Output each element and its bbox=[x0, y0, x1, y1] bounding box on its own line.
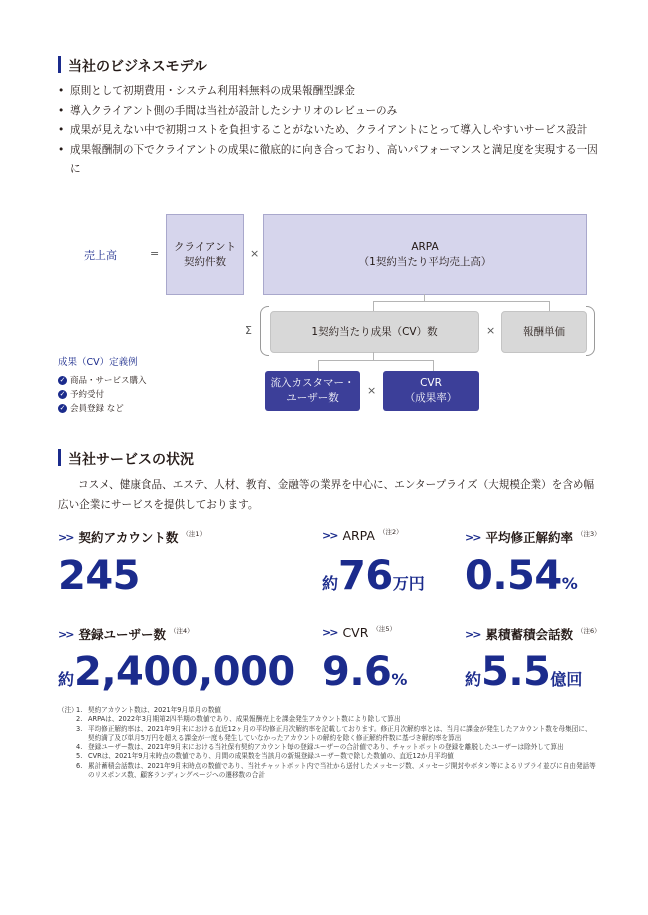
kpi-number: 5.5 bbox=[481, 649, 551, 695]
footnote-text: 契約アカウント数は、2021年9月単月の数値 bbox=[88, 706, 222, 714]
double-chevron-icon: >> bbox=[465, 530, 480, 544]
connector-line bbox=[373, 301, 374, 311]
section-accent-bar bbox=[58, 449, 61, 466]
kpi-users-value bbox=[58, 649, 295, 695]
check-circle-icon: ✓ bbox=[59, 375, 66, 384]
kpi-label-text: ARPA bbox=[342, 528, 375, 543]
connector-line bbox=[318, 360, 319, 371]
kpi-label-text: 累積蓄積会話数 bbox=[485, 627, 573, 642]
bracket-right bbox=[586, 306, 595, 356]
cvr-title: CVR bbox=[420, 377, 442, 389]
kpi-unit: % bbox=[561, 574, 578, 593]
double-chevron-icon: >> bbox=[322, 529, 337, 542]
sigma-sign: Σ bbox=[245, 324, 252, 337]
footnote-text: 累計蓄積会話数は、2021年9月末時点の数値であり、当社チャットボット内で当社から送付したメッセージ数、メッセージ開封やボタン等によるリプライ並びに自由発話等のリスポンス数、顧客ランディングページへの遷移数の合計 bbox=[88, 761, 596, 780]
list-item: • 成果報酬制の下でクライアントの成果に徹底的に向き合っており、高いパフォーマンスと満足度を実現する一因に bbox=[58, 141, 603, 180]
kpi-note: （注2） bbox=[378, 528, 403, 536]
cv-example-label: 会員登録 など bbox=[70, 404, 124, 414]
kpi-unit: % bbox=[391, 670, 408, 689]
times-sign: × bbox=[250, 247, 260, 260]
footnote-text: 平均修正解約率は、2021年9月末における直近12ヶ月の平均修正月次解約率を記載しております。修正月次解約率とは、当月に課金が発生したアカウント数を母集団に、契約満了及び単月5万円を超える課金が一度も発生していなかったアカウントの解約を除く修正解約件数に基づき解約率を算出 bbox=[88, 724, 592, 742]
double-chevron-icon: >> bbox=[58, 627, 73, 641]
kpi-prefix: 約 bbox=[465, 670, 482, 689]
section-accent-bar bbox=[58, 56, 61, 73]
footnote-lead: （注） bbox=[58, 706, 78, 714]
kpi-arpa-label bbox=[322, 528, 403, 543]
footnote-number: 2. bbox=[76, 715, 83, 724]
check-circle-icon: ✓ bbox=[59, 389, 66, 398]
arpa-subtitle: （1契約当たり平均売上高） bbox=[358, 255, 492, 268]
kpi-unit: 億回 bbox=[550, 670, 583, 689]
section-title-business-model: 当社のビジネスモデル bbox=[68, 59, 207, 75]
cvr-box bbox=[383, 371, 479, 411]
kpi-churn-value bbox=[465, 553, 578, 599]
kpi-churn-label bbox=[465, 528, 601, 546]
kpi-accounts-value bbox=[58, 553, 140, 599]
kpi-unit: 万円 bbox=[392, 574, 425, 593]
kpi-cvr-label bbox=[322, 625, 396, 640]
kpi-note: （注6） bbox=[576, 626, 601, 635]
kpi-prefix: 約 bbox=[58, 670, 75, 689]
kpi-number: 76 bbox=[338, 553, 393, 599]
section-title-service-status: 当社サービスの状況 bbox=[68, 452, 194, 468]
cv-examples-title: 成果（CV）定義例 bbox=[58, 357, 138, 368]
kpi-arpa-value bbox=[322, 553, 425, 599]
cv-per-contract-box: 1契約当たり成果（CV）数 bbox=[270, 311, 479, 353]
reward-unit-box: 報酬単価 bbox=[501, 311, 587, 353]
business-model-list bbox=[58, 82, 603, 180]
bracket-left bbox=[260, 306, 269, 356]
kpi-cvr-value bbox=[322, 649, 408, 695]
cv-example-label: 予約受付 bbox=[70, 390, 105, 400]
revenue-label: 売上高 bbox=[84, 249, 117, 262]
kpi-label-text: 平均修正解約率 bbox=[485, 530, 573, 545]
kpi-note: （注1） bbox=[182, 529, 206, 538]
times-sign: × bbox=[367, 384, 377, 397]
cv-example-label: 商品・サービス購入 bbox=[70, 376, 147, 386]
inflow-users-box: 流入カスタマー・ ユーザー数 bbox=[265, 371, 360, 411]
footnote-number: 6. bbox=[76, 761, 83, 770]
connector-line bbox=[433, 360, 434, 371]
check-circle-icon: ✓ bbox=[59, 403, 66, 412]
kpi-number: 2,400,000 bbox=[74, 649, 295, 695]
footnotes bbox=[58, 706, 598, 780]
double-chevron-icon: >> bbox=[58, 530, 73, 544]
kpi-label-text: 登録ユーザー数 bbox=[78, 627, 166, 642]
kpi-accounts-label bbox=[58, 528, 206, 546]
kpi-prefix: 約 bbox=[322, 574, 339, 593]
double-chevron-icon: >> bbox=[322, 626, 337, 639]
footnote-number: 1. bbox=[76, 706, 83, 714]
kpi-number: 9.6 bbox=[322, 649, 392, 695]
kpi-note: （注3） bbox=[576, 529, 601, 538]
equals-sign: = bbox=[150, 247, 160, 260]
footnote-number: 3. bbox=[76, 724, 83, 733]
cv-example-item bbox=[58, 374, 147, 386]
cv-example-item bbox=[58, 402, 124, 414]
kpi-conversations-label bbox=[465, 625, 601, 643]
kpi-note: （注5） bbox=[372, 625, 397, 633]
cvr-subtitle: （成果率） bbox=[404, 392, 458, 404]
footnote-text: CVRは、2021年9月末時点の数値であり、月間の成果数を当該月の新規登録ユーザー数で除した数値の、直近12か月平均値 bbox=[88, 752, 454, 761]
client-count-box: クライアント 契約件数 bbox=[166, 214, 244, 295]
connector-line bbox=[373, 301, 550, 302]
times-sign: × bbox=[486, 324, 496, 337]
kpi-number: 245 bbox=[58, 553, 140, 599]
kpi-users-label bbox=[58, 625, 194, 643]
list-item: • 成果が見えない中で初期コストを負担することがないため、クライアントにとって導入しやすいサービス設計 bbox=[58, 121, 603, 141]
list-item: • 導入クライアント側の手間は当社が設計したシナリオのレビューのみ bbox=[58, 102, 603, 122]
service-description: コスメ、健康食品、エステ、人材、教育、金融等の業界を中心に、エンタープライズ（大規模企業）を含め幅広い企業にサービスを提供しております。 bbox=[58, 479, 595, 511]
footnote-text: ARPAは、2022年3月期第2四半期の数値であり、成果報酬売上を課金発生アカウント数により除して算出 bbox=[88, 715, 401, 724]
footnote-text: 登録ユーザー数は、2021年9月末における当社保有契約アカウント毎の登録ユーザーの合計値であり、チャットボットの登録を離脱したユーザーは除外して算出 bbox=[88, 743, 564, 752]
kpi-label-text: 契約アカウント数 bbox=[78, 530, 179, 545]
kpi-conversations-value bbox=[465, 649, 583, 695]
kpi-number: 0.54 bbox=[465, 553, 562, 599]
cv-example-item bbox=[58, 388, 104, 400]
kpi-note: （注4） bbox=[169, 626, 194, 635]
connector-line bbox=[549, 301, 550, 311]
arpa-box bbox=[263, 214, 587, 295]
footnote-number: 5. bbox=[76, 752, 83, 761]
footnote-number: 4. bbox=[76, 743, 83, 752]
kpi-label-text: CVR bbox=[342, 625, 369, 640]
list-item: • 原則として初期費用・システム利用料無料の成果報酬型課金 bbox=[58, 82, 603, 102]
arpa-title: ARPA bbox=[411, 240, 439, 253]
connector-line bbox=[318, 360, 434, 361]
double-chevron-icon: >> bbox=[465, 627, 480, 641]
